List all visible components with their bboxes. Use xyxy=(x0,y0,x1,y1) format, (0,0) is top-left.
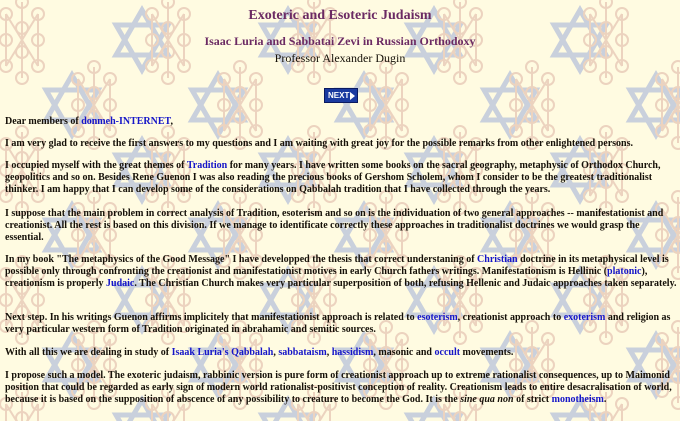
inline-link[interactable]: esoterism xyxy=(417,312,458,323)
page-title: Exoteric and Esoteric Judaism xyxy=(248,8,432,23)
paragraph xyxy=(5,312,677,336)
paragraph xyxy=(5,370,677,406)
inline-link[interactable]: platonic xyxy=(607,266,642,277)
paragraph-text: , xyxy=(170,116,173,127)
paragraph-text: In my book "The metaphysics of the Good Message" I have developped the thesis that correct understaning of xyxy=(5,254,478,265)
page-subtitle: Isaac Luria and Sabbatai Zevi in Russian Orthodoxy xyxy=(204,34,476,48)
paragraph-text: movements. xyxy=(460,347,514,358)
paragraph-text: , xyxy=(273,347,279,358)
inline-link[interactable]: hassidism xyxy=(331,347,374,358)
inline-link[interactable]: Christian xyxy=(477,254,518,265)
inline-link[interactable]: Isaak Luria's Qabbalah xyxy=(171,347,274,358)
arrow-right-icon xyxy=(350,92,355,100)
emphasis-text: sine qua non xyxy=(460,394,514,405)
paragraph xyxy=(5,208,677,244)
author-name: Professor Alexander Dugin xyxy=(274,51,406,65)
inline-link[interactable]: occult xyxy=(434,347,461,358)
paragraph-text: doctrine in its metaphysical level is possible only through confronting the creationist and manifestationist motives in early Church fathers writings. Manifestationism is Hellinic ( xyxy=(5,254,669,277)
paragraph xyxy=(5,347,677,359)
paragraph-text: and religion as very particular western form of Tradition originated in abrahamic and semitic sources. xyxy=(5,312,671,335)
paragraph xyxy=(5,254,677,290)
inline-link[interactable]: Tradition xyxy=(186,160,228,171)
paragraph-text: I propose such a model. The exoteric judaism, rabbinic version is pure form of creationist approach up to extreme rationalist consequences, up to Maimonid position that could be regarded as early sign of modern world rationalist-positivist conception of reality. Creationism leads to entire desacralisation of world, because it is based on the supposition of abscence of any possibility to creature to become the God. It is the xyxy=(5,370,672,405)
paragraph-text: for many years. I have written some books on the sacral geography, metaphysic of Orthodox Church, geopolitics and so on. Besides Rene Guenon I was also reading the precious books of Gershom Scholem, whom I consider to be the greatest traditionalist thinker. I am happy that I can develop some of the considerations on Qabbalah tradition that I have collected through the years. xyxy=(5,160,661,195)
next-button-label: NEXT xyxy=(328,91,350,100)
next-button[interactable] xyxy=(324,88,358,103)
paragraph xyxy=(5,160,677,196)
paragraph-text: Dear members of xyxy=(5,116,82,127)
paragraph-text: I suppose that the main problem in correct analysis of Tradition, esoterism and so on is the individuation of two general approaches -- manifestationist and creationist. All the rest is based on this division. If we manage to identificate correctly these approaches in traditionalist doctrines we would grasp the essential. xyxy=(5,208,664,243)
paragraph-text: of strict xyxy=(513,394,552,405)
paragraph-text: With all this we are dealing in study of xyxy=(5,347,172,358)
paragraph-text: . xyxy=(603,394,607,405)
paragraph-text: I occupied myself with the great themes of xyxy=(5,160,187,171)
paragraph-text: . The Christian Church makes very particular superposition of both, refusing Hellenic and Judaic approaches taken separately. xyxy=(134,278,677,289)
paragraph-text: , creationist approach to xyxy=(457,312,564,323)
paragraph-text: , xyxy=(326,347,332,358)
paragraph-text: , masonic and xyxy=(373,347,435,358)
paragraph xyxy=(5,116,677,128)
inline-link[interactable]: donmeh-INTERNET xyxy=(81,116,171,127)
paragraph-text: Next step. In his writings Guenon affirms implicitely that manifestationist approach is related to xyxy=(5,312,418,323)
inline-link[interactable]: exoterism xyxy=(563,312,606,323)
paragraph-text: I am very glad to receive the first answers to my questions and I am waiting with great joy for the possible remarks from other enlightened persons. xyxy=(5,138,634,149)
paragraph-text: ), creationism is properly xyxy=(5,266,648,289)
inline-link[interactable]: sabbataism xyxy=(278,347,327,358)
inline-link[interactable]: Judaic xyxy=(106,278,135,289)
inline-link[interactable]: monotheism xyxy=(551,394,604,405)
paragraph xyxy=(5,138,677,150)
